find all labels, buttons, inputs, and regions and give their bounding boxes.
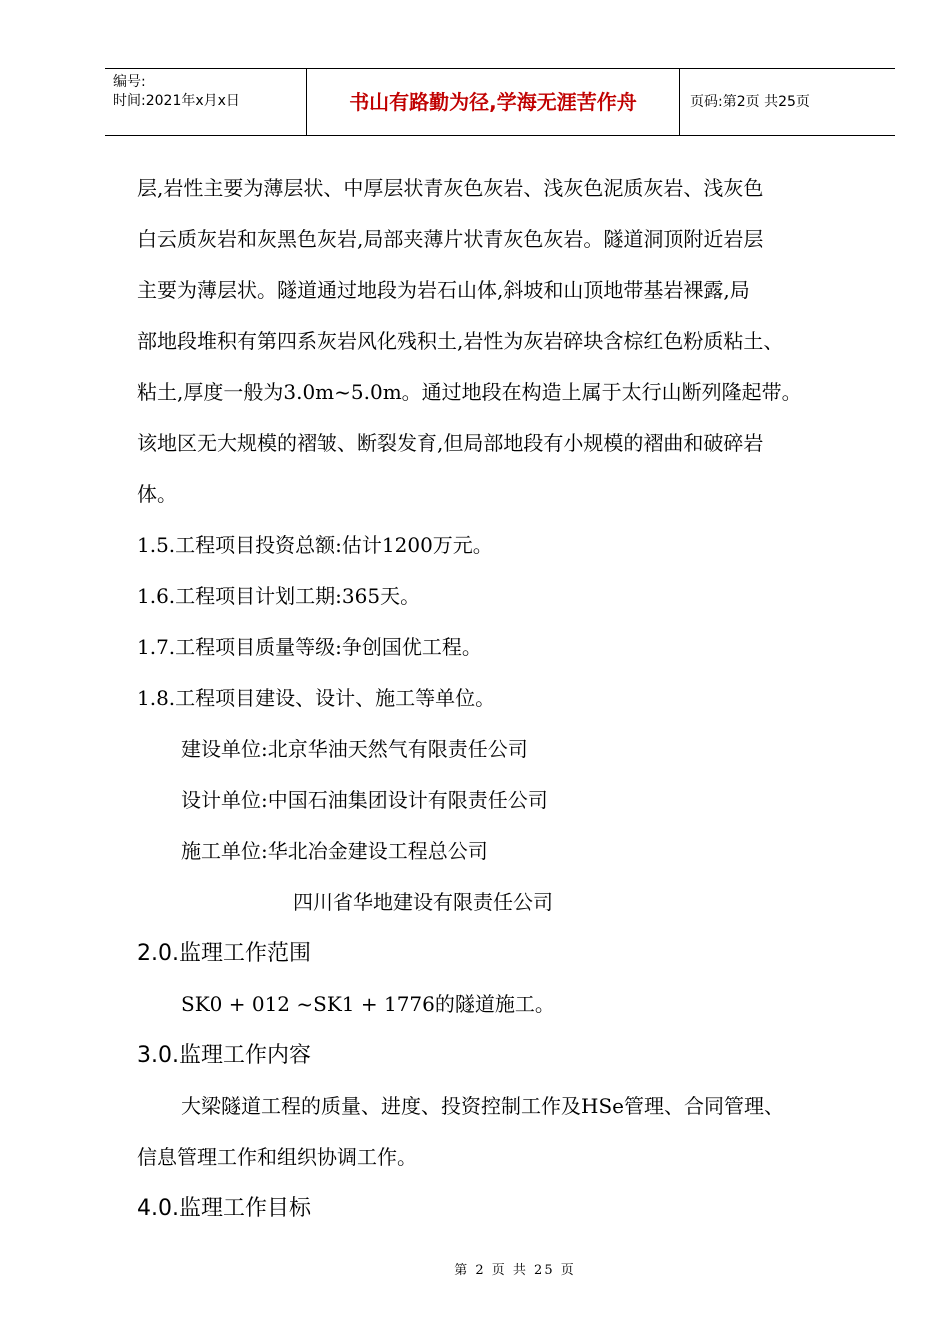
scope-text: SK0 + 012 ~SK1 + 1776的隧道施工。 — [181, 992, 555, 1016]
contractor-unit: 施工单位:华北冶金建设工程总公司 — [181, 839, 488, 863]
content-text-line: 信息管理工作和组织协调工作。 — [137, 1145, 417, 1169]
header-motto: 书山有路勤为径,学海无涯苦作舟 — [349, 90, 637, 114]
contractor-unit-2: 四川省华地建设有限责任公司 — [293, 890, 553, 914]
item-quality: 1.7.工程项目质量等级:争创国优工程。 — [137, 635, 482, 659]
header-divider — [679, 69, 680, 136]
paragraph-line: 部地段堆积有第四系灰岩风化残积土,岩性为灰岩碎块含棕红色粉质粘土、 — [137, 329, 784, 353]
section-heading-goals: 4.0.监理工作目标 — [137, 1196, 311, 1221]
header-page-info: 页码:第2页 共25页 — [690, 94, 810, 110]
document-number-label: 编号: — [113, 74, 146, 90]
paragraph-line: 体。 — [137, 482, 177, 506]
content-text-line: 大梁隧道工程的质量、进度、投资控制工作及HSe管理、合同管理、 — [181, 1094, 784, 1118]
document-body — [137, 163, 877, 1234]
header-meta — [113, 73, 309, 111]
paragraph-line: 粘土,厚度一般为3.0m~5.0m。通过地段在构造上属于太行山断列隆起带。 — [137, 380, 802, 404]
section-heading-scope: 2.0.监理工作范围 — [137, 941, 311, 966]
paragraph-line: 白云质灰岩和灰黑色灰岩,局部夹薄片状青灰色灰岩。隧道洞顶附近岩层 — [137, 227, 764, 251]
paragraph-line: 该地区无大规模的褶皱、断裂发育,但局部地段有小规模的褶曲和破碎岩 — [137, 431, 764, 455]
page-footer: 第 2 页 共 25 页 — [454, 1263, 576, 1278]
paragraph-line: 主要为薄层状。隧道通过地段为岩石山体,斜坡和山顶地带基岩裸露,局 — [137, 278, 750, 302]
item-schedule: 1.6.工程项目计划工期:365天。 — [137, 584, 421, 608]
item-parties: 1.8.工程项目建设、设计、施工等单位。 — [137, 686, 496, 710]
item-investment: 1.5.工程项目投资总额:估计1200万元。 — [137, 533, 493, 557]
page-header — [105, 68, 895, 136]
paragraph-line: 层,岩性主要为薄层状、中厚层状青灰色灰岩、浅灰色泥质灰岩、浅灰色 — [137, 176, 764, 200]
document-time-label: 时间:2021年x月x日 — [113, 93, 240, 109]
design-unit: 设计单位:中国石油集团设计有限责任公司 — [181, 788, 548, 812]
owner-unit: 建设单位:北京华油天然气有限责任公司 — [181, 737, 528, 761]
section-heading-content: 3.0.监理工作内容 — [137, 1043, 311, 1068]
